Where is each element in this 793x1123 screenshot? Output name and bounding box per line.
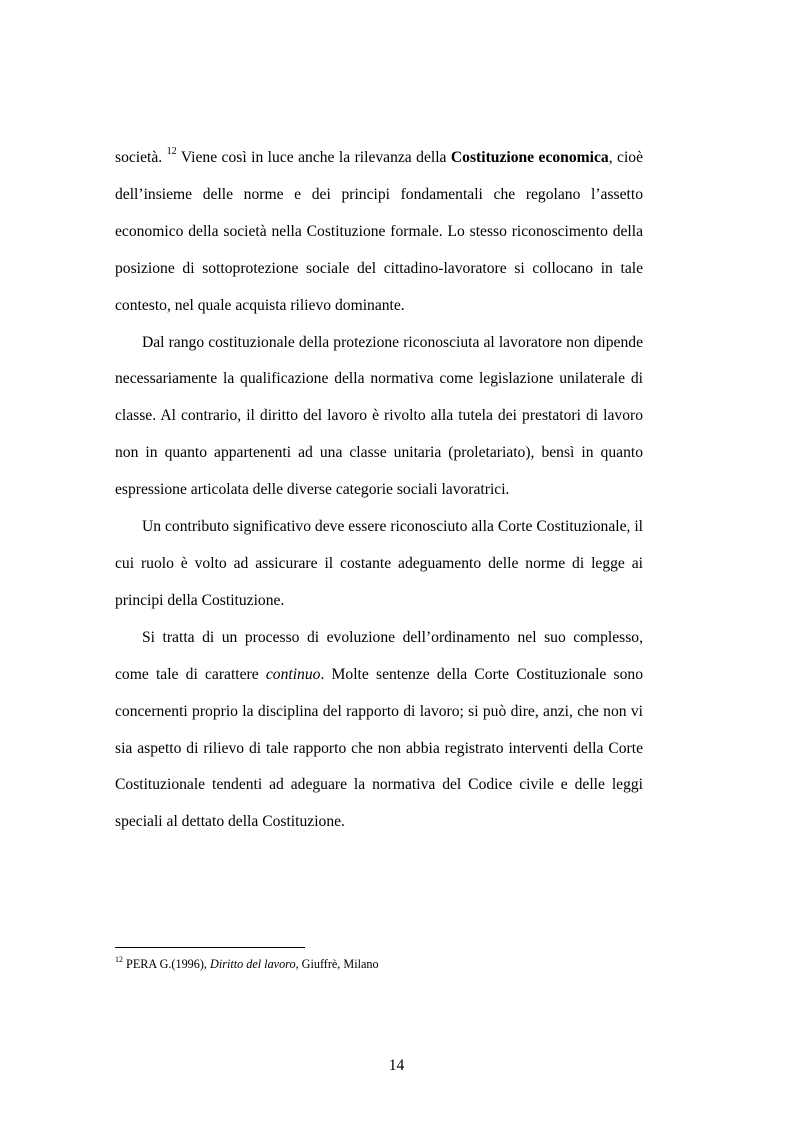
paragraph-3: Un contributo significativo deve essere riconosciuto alla Corte Costituzionale, il cui ruolo è volto ad assicurare il costante adeguamento delle norme di legge ai principi della Costituzione.	[115, 518, 643, 609]
footnote-separator	[115, 947, 305, 948]
paragraph-2: Dal rango costituzionale della protezione riconosciuta al lavoratore non dipende necessariamente la qualificazione della normativa come legislazione unilaterale di classe. Al contrario, il diritto del lavoro è rivolto alla tutela dei prestatori di lavoro non in quanto appartenenti ad una classe unitaria (proletariato), bensì in quanto espressione articolata delle diverse categorie sociali lavoratrici.	[115, 333, 643, 499]
paragraph-1-middle: Viene così in luce anche la rilevanza della	[176, 149, 451, 166]
paragraph-1	[115, 140, 643, 325]
paragraph-1-end: , cioè dell’insieme delle norme e dei principi fondamentali che regolano l’assetto economico della società nella Costituzione formale. Lo stesso riconoscimento della posizione di sottoprotezione sociale del cittadino-lavoratore si collocano in tale contesto, nel quale acquista rilievo dominante.	[115, 149, 643, 314]
footnote-book-title: Diritto del lavoro	[210, 957, 296, 971]
paragraph-4-end: . Molte sentenze della Corte Costituzionale sono concernenti proprio la disciplina del rapporto di lavoro; si può dire, anzi, che non vi sia aspetto di rilievo di tale rapporto che non abbia registrato interventi della Corte Costituzionale tendenti ad adeguare la normativa del Codice civile e delle leggi speciali al dettato della Costituzione.	[115, 665, 643, 831]
main-text	[115, 140, 643, 841]
bold-term-costituzione-economica: Costituzione economica	[450, 149, 609, 166]
footnote-reference[interactable]: 12	[166, 145, 177, 157]
paragraph-1-start: società.	[115, 149, 163, 166]
page-number: 14	[388, 1057, 405, 1074]
paragraph-4-start: Si tratta di un processo di evoluzione dell’ordinamento nel suo complesso, come tale di carattere	[115, 628, 643, 683]
footnote-number: 12	[115, 954, 123, 964]
footnote-text-start: PERA G.(1996),	[123, 957, 211, 971]
italic-term-continuo: continuo	[265, 665, 321, 683]
footnote	[115, 956, 643, 972]
paragraph-4	[115, 620, 643, 841]
footnote-text-end: , Giuffrè, Milano	[295, 957, 379, 971]
